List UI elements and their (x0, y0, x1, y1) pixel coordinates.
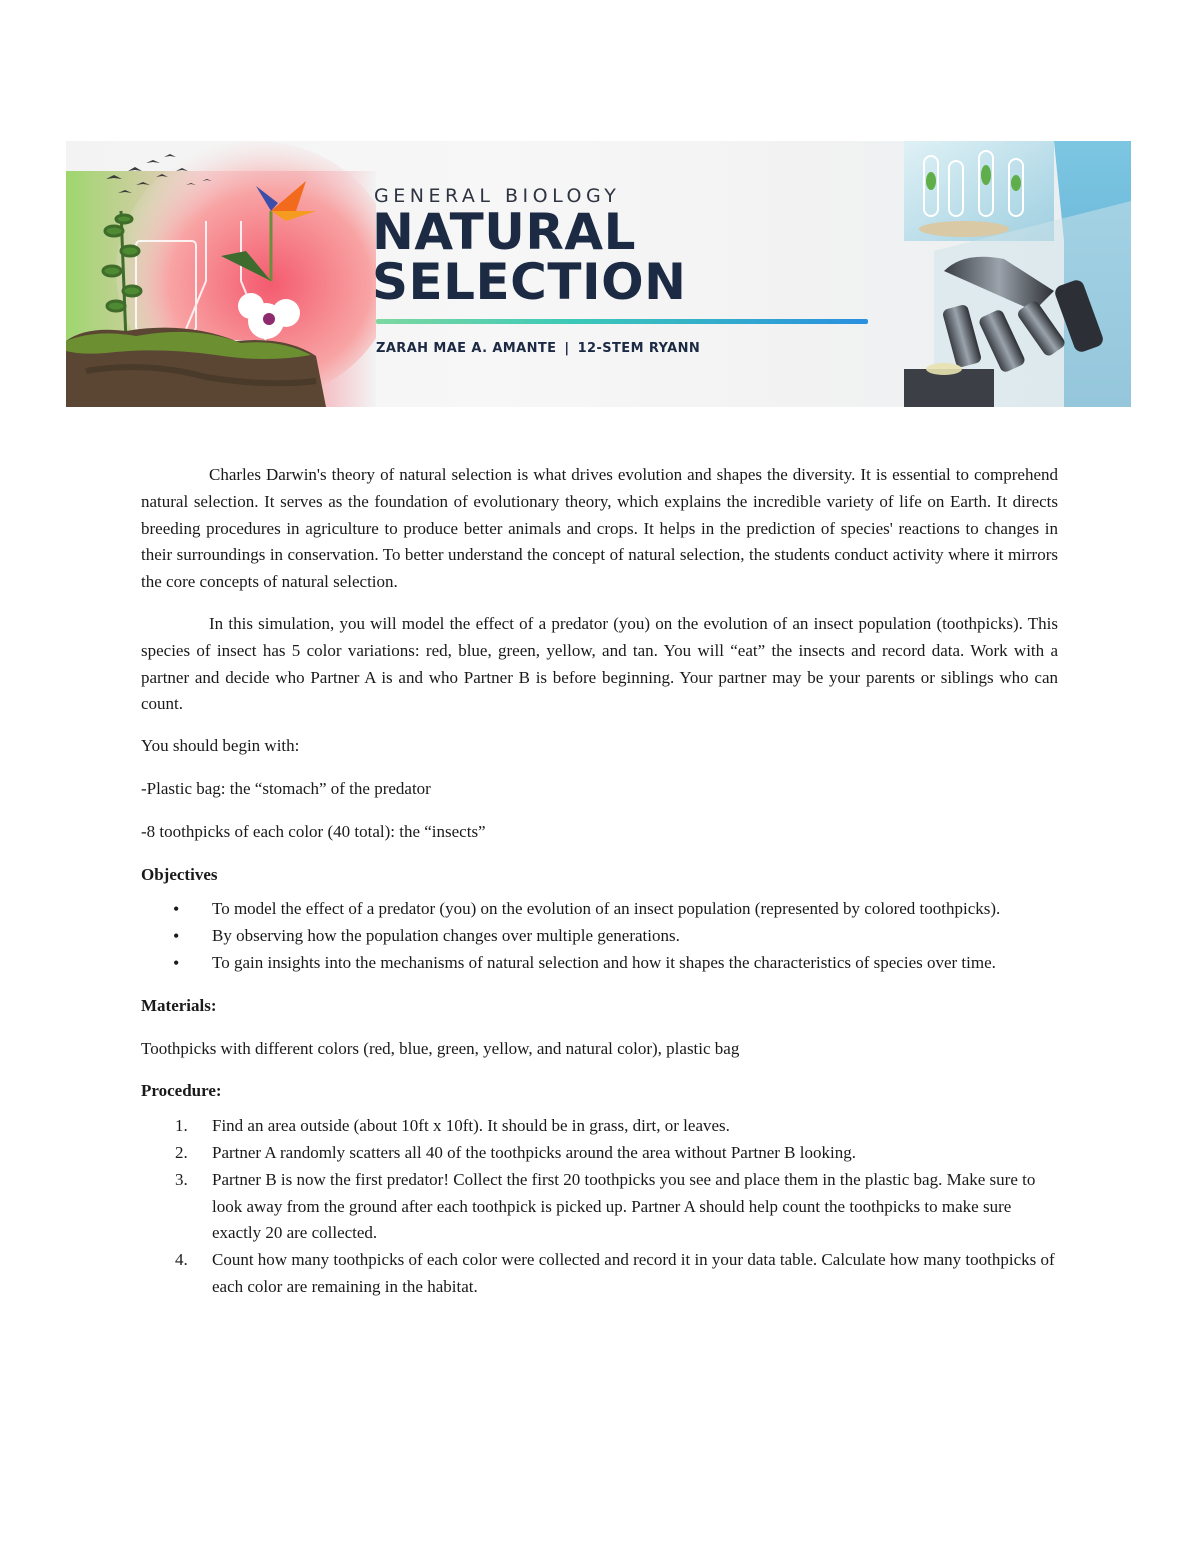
materials-heading: Materials: (141, 995, 217, 1015)
author-name: ZARAH MAE A. AMANTE (376, 341, 557, 356)
nature-lab-illustration (66, 141, 376, 407)
document-body (141, 462, 1058, 1301)
intro-paragraph-1: Charles Darwin's theory of natural selection is what drives evolution and shapes the diversity. It is essential to comprehend natural selection. It serves as the foundation of evolutionary theory, which explains the incredible variety of life on Earth. It directs breeding procedures in agriculture to produce better animals and crops. It helps in the prediction of species' reactions to changes in their surroundings in conservation. To better understand the concept of natural selection, the students conduct activity where it mirrors the core concepts of natural selection. (141, 465, 1058, 592)
procedure-heading: Procedure: (141, 1081, 222, 1101)
supply-toothpicks: -8 toothpicks of each color (40 total): the “insects” (141, 821, 486, 841)
class-section: 12-STEM RYANN (577, 341, 701, 356)
step-text: Count how many toothpicks of each color were collected and record it in your data table. Calculate how many toothpicks of each color are remaining in the habitat. (212, 1250, 1055, 1296)
procedure-step (141, 1247, 1058, 1301)
objective-item: • To gain insights into the mechanisms of natural selection and how it shapes the characteristics of species over time. (141, 950, 1058, 977)
step-text: Partner B is now the first predator! Collect the first 20 toothpicks you see and place them in the plastic bag. Make sure to look away from the ground after each toothpick is picked up. Partner A should help count the toothpicks to make sure exactly 20 are collected. (212, 1169, 1036, 1243)
procedure-step (141, 1140, 1058, 1167)
objectives-list (141, 896, 1058, 976)
byline (376, 341, 700, 356)
intro-paragraph-2: In this simulation, you will model the effect of a predator (you) on the evolution of an insect population (toothpicks). This species of insect has 5 color variations: red, blue, green, yellow, and tan. You will “eat” the insects and record data. Work with a partner and decide who Partner A is and who Partner B is before beginning. Your partner may be your parents or siblings who can count. (141, 613, 1058, 714)
step-number: 3. (175, 1169, 188, 1189)
banner-text-block (374, 141, 874, 407)
byline-separator: | (564, 341, 570, 356)
supply-plastic-bag: -Plastic bag: the “stomach” of the predator (141, 778, 431, 798)
document-title (372, 203, 752, 311)
procedure-step (141, 1113, 1058, 1140)
subject-kicker: GENERAL BIOLOGY (374, 185, 621, 207)
objectives-heading: Objectives (141, 864, 218, 884)
procedure-step (141, 1167, 1058, 1247)
microscope-lab-illustration (904, 141, 1131, 407)
step-text: Partner A randomly scatters all 40 of the toothpicks around the area without Partner B looking. (212, 1142, 856, 1162)
header-banner (66, 141, 1131, 407)
step-text: Find an area outside (about 10ft x 10ft). It should be in grass, dirt, or leaves. (212, 1116, 730, 1136)
begin-with-label: You should begin with: (141, 736, 300, 756)
objective-item: • To model the effect of a predator (you) on the evolution of an insect population (represented by colored toothpicks). (141, 896, 1058, 923)
step-number: 4. (175, 1250, 188, 1270)
step-number: 2. (175, 1142, 188, 1162)
objective-item: • By observing how the population changes over multiple generations. (141, 923, 1058, 950)
procedure-list (141, 1113, 1058, 1301)
title-line-2: SELECTION (372, 253, 687, 311)
title-line-1: NATURAL (372, 203, 636, 261)
step-number: 1. (175, 1116, 188, 1136)
materials-text: Toothpicks with different colors (red, blue, green, yellow, and natural color), plastic bag (141, 1038, 740, 1058)
gradient-divider (376, 319, 868, 324)
